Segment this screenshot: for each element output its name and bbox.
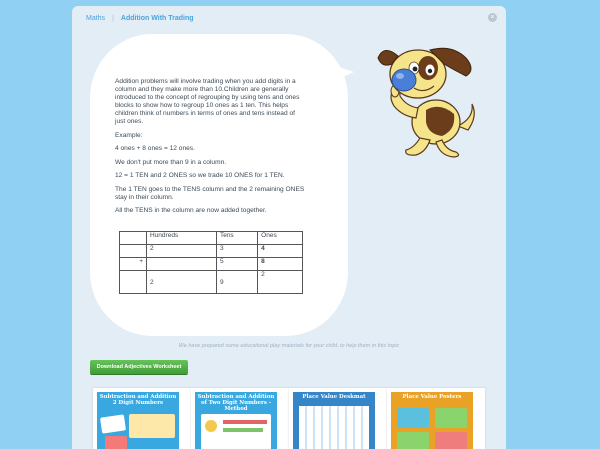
download-worksheet-button[interactable]: Download Adjectives Worksheet [90, 360, 188, 374]
materials-note: We have prepared some educational play materials for your child, to help them in this topic [178, 343, 400, 349]
table-header-row [120, 232, 303, 245]
breadcrumb [86, 15, 194, 22]
worksheet-cover [195, 392, 277, 449]
table-header: Hundreds [147, 232, 217, 245]
table-cell: + [120, 258, 147, 271]
table-cell [120, 271, 147, 294]
example-line: All the TENS in the column are now added together. [115, 207, 267, 215]
table-row [120, 245, 303, 258]
worksheet-thumbnail[interactable] [93, 388, 191, 449]
worksheet-thumbnail[interactable] [191, 388, 289, 449]
table-cell: 2 [147, 271, 217, 294]
example-line: We don't put more than 9 in a column. [115, 158, 227, 166]
dog-mascot-icon [370, 34, 482, 158]
speech-bubble-tail [336, 66, 354, 80]
table-cell: 3 [216, 245, 257, 258]
table-cell: 8 [258, 258, 303, 271]
content-panel [72, 6, 506, 449]
table-cell [120, 245, 147, 258]
lesson-text [115, 78, 307, 221]
worksheet-cover [391, 392, 473, 449]
table-row [120, 258, 303, 271]
breadcrumb-current: Addition With Trading [120, 15, 194, 22]
table-header: Ones [258, 232, 303, 245]
example-line: 4 ones + 8 ones = 12 ones. [115, 145, 195, 153]
table-cell: 4 [258, 245, 303, 258]
worksheet-thumbnail[interactable] [387, 388, 485, 449]
table-cell: 2 [147, 245, 217, 258]
table-row [120, 271, 303, 294]
table-cell [147, 258, 217, 271]
worksheet-thumbnail[interactable] [289, 388, 387, 449]
table-cell: 5 [216, 258, 257, 271]
breadcrumb-separator: | [112, 15, 114, 22]
breadcrumb-maths-link[interactable]: Maths [86, 15, 106, 22]
worksheet-cover [97, 392, 179, 449]
table-header [120, 232, 147, 245]
table-header: Tens [216, 232, 257, 245]
example-line: The 1 TEN goes to the TENS column and the 2 remaining ONES stay in their column. [115, 185, 305, 201]
worksheet-title: Subtraction and Addition 2 Digit Numbers [99, 394, 177, 406]
worksheet-title: Place Value Deskmat [302, 394, 366, 400]
worksheet-title: Subtraction and Addition of Two Digit Numbers - Method [197, 394, 275, 412]
example-heading: Example: [115, 131, 143, 139]
table-cell: 2 [258, 271, 303, 294]
intro-paragraph: Addition problems will involve trading when you add digits in a column and they make more than 10.Children are generally introduced to the concept of regrouping by using tens and ones blocks to show how to regroup 10 ones as 1 ten. This helps children think of numbers in terms of ones and tens instead of just ones. [115, 78, 300, 126]
close-icon[interactable]: × [488, 13, 497, 22]
place-value-table [119, 231, 303, 294]
example-line: 12 = 1 TEN and 2 ONES so we trade 10 ONES for 1 TEN. [115, 172, 285, 180]
table-cell: 9 [216, 271, 257, 294]
worksheet-title: Place Value Posters [402, 394, 462, 400]
worksheet-cover [293, 392, 375, 449]
